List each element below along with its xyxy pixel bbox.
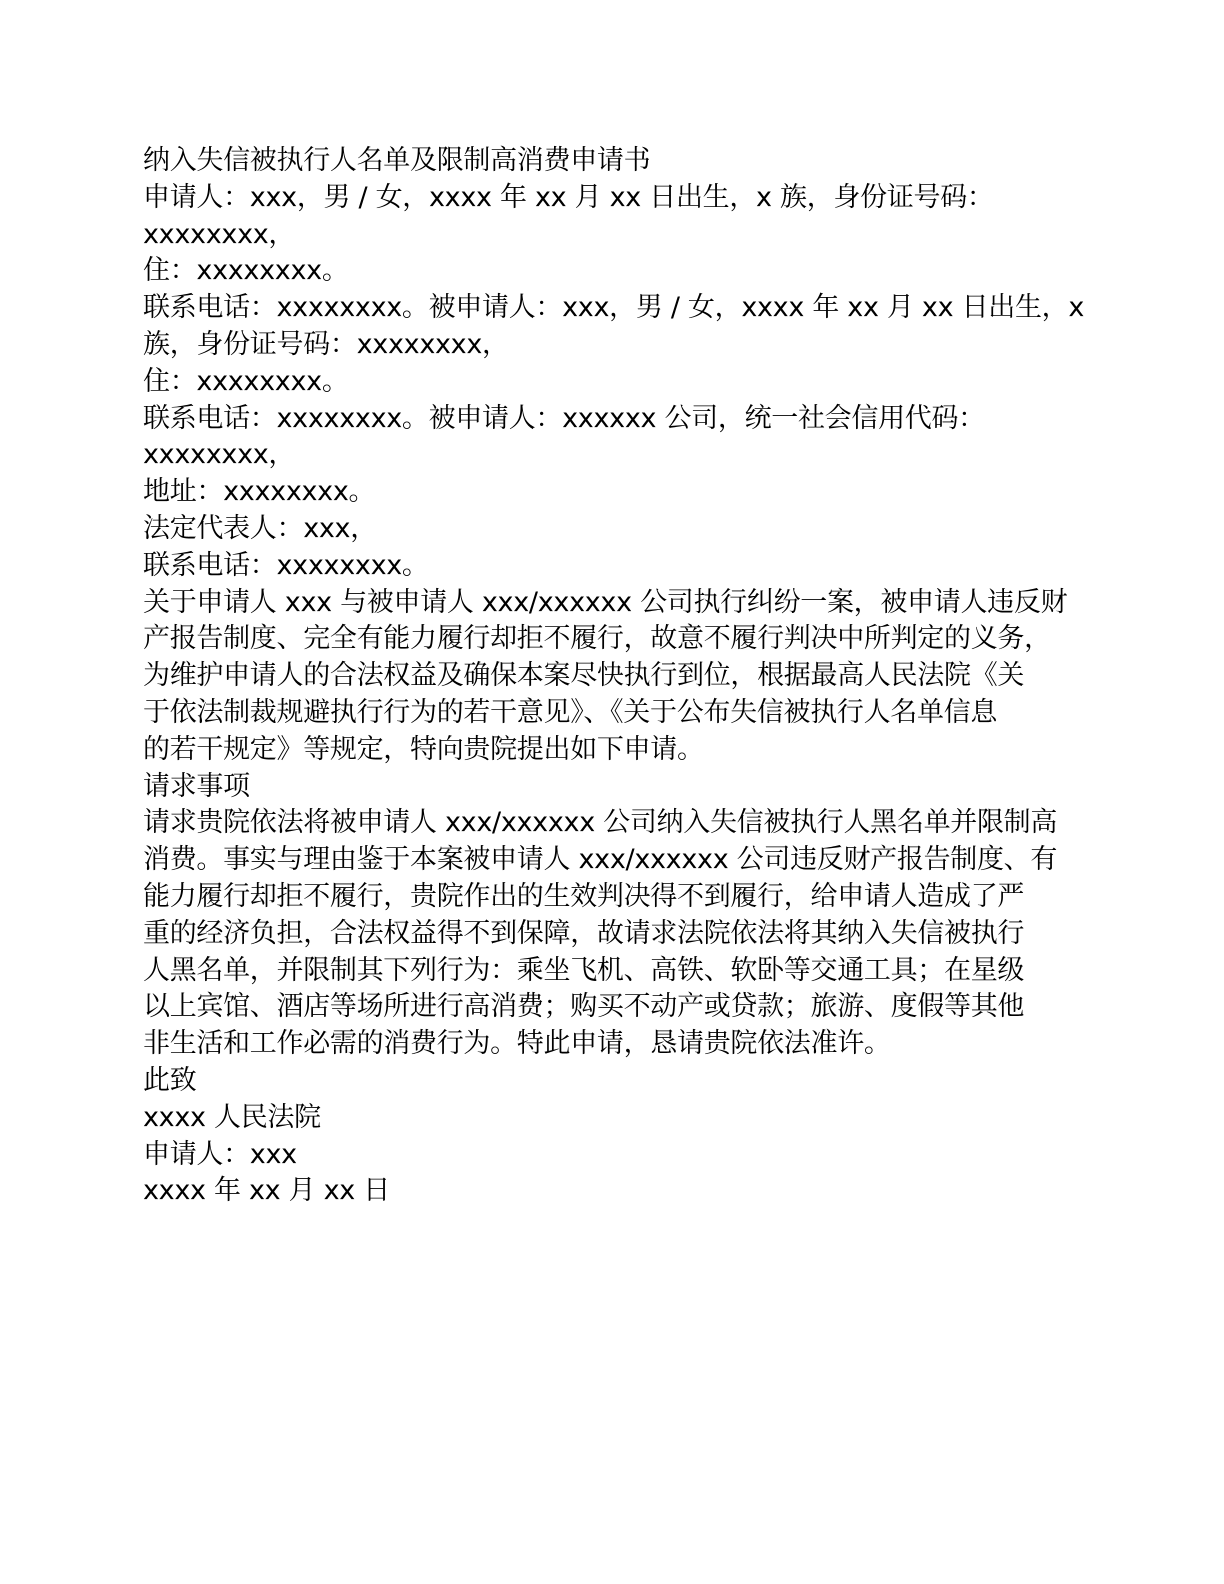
applicant-line: 申请人：xxx，男 / 女，xxxx 年 xx 月 xx 日出生，x 族，身份证号码： [143,181,994,213]
date: xxxx 年 xx 月 xx 日 [143,1175,390,1207]
closing-block [143,1063,1083,1210]
court-name: xxxx 人民法院 [143,1101,321,1133]
respondent-person-block [143,290,1083,400]
respondent-company-line: xxxxxxxx， [143,439,296,471]
paragraph-line: 非生活和工作必需的消费行为。特此申请，恳请贵院依法准许。 [143,1028,891,1060]
signature: 申请人：xxx [143,1138,297,1170]
paragraph-line: 重的经济负担，合法权益得不到保障，故请求法院依法将其纳入失信被执行 [143,917,1025,949]
respondent-company-line: 联系电话：xxxxxxxx。 [143,549,429,581]
paragraph-line: 能力履行却拒不履行，贵院作出的生效判决得不到履行，给申请人造成了严 [143,880,1025,912]
paragraph-line: 消费。事实与理由鉴于本案被申请人 xxx/xxxxxx 公司违反财产报告制度、有 [143,844,1058,876]
respondent-person-line: 族，身份证号码：xxxxxxxx， [143,328,509,360]
paragraph-line: 人黑名单，并限制其下列行为：乘坐飞机、高铁、软卧等交通工具；在星级 [143,954,1025,986]
respondent-company-line: 法定代表人：xxx， [143,512,377,544]
document-title: 纳入失信被执行人名单及限制高消费申请书 [143,145,651,176]
respondent-company-line: 地址：xxxxxxxx。 [143,476,376,508]
paragraph-line: 为维护申请人的合法权益及确保本案尽快执行到位，根据最高人民法院《关 [143,660,1025,692]
request-heading: 请求事项 [143,770,250,802]
intro-paragraph [143,585,1083,769]
document-page [143,143,1083,1210]
request-paragraph [143,805,1083,1063]
respondent-company-block [143,401,1083,585]
paragraph-line: 产报告制度、完全有能力履行却拒不履行，故意不履行判决中所判定的义务， [143,623,1051,655]
paragraph-line: 于依法制裁规避执行行为的若干意见》、《关于公布失信被执行人名单信息 [143,696,998,728]
paragraph-line: 请求贵院依法将被申请人 xxx/xxxxxx 公司纳入失信被执行人黑名单并限制高 [143,807,1058,839]
paragraph-line: 关于申请人 xxx 与被申请人 xxx/xxxxxx 公司执行纠纷一案，被申请人违反财 [143,586,1068,618]
paragraph-line: 的若干规定》等规定，特向贵院提出如下申请。 [143,733,704,765]
applicant-line: 住：xxxxxxxx。 [143,255,349,287]
applicant-line: xxxxxxxx， [143,218,296,250]
respondent-person-line: 住：xxxxxxxx。 [143,365,349,397]
respondent-company-line: 联系电话：xxxxxxxx。被申请人：xxxxxx 公司，统一社会信用代码： [143,402,985,434]
applicant-block [143,180,1083,290]
paragraph-line: 以上宾馆、酒店等场所进行高消费；购买不动产或贷款；旅游、度假等其他 [143,991,1025,1023]
salutation: 此致 [143,1064,197,1096]
respondent-person-line: 联系电话：xxxxxxxx。被申请人：xxx，男 / 女，xxxx 年 xx 月 xx 日出生，x [143,292,1085,324]
